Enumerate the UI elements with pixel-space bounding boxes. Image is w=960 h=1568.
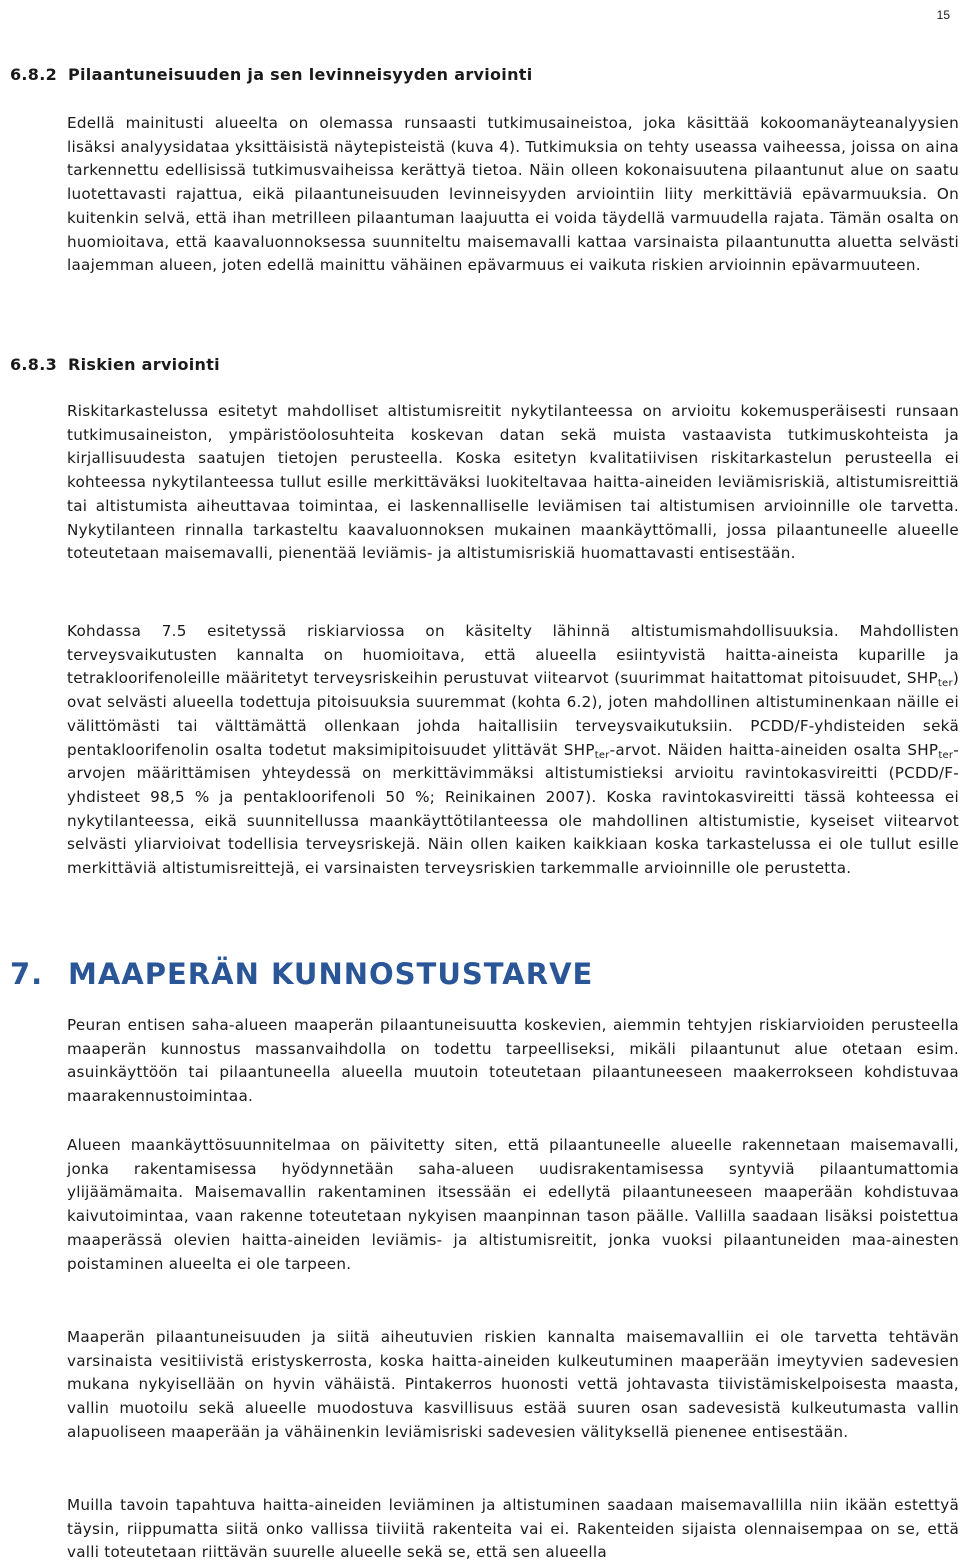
subscript: ter xyxy=(937,678,953,690)
paragraph-text: ) ovat selvästi alueella todettuja pitoisuuksia suuremmat (kohta 6.2), joten mahdollinen altistuminenkaan näille ei välittömästi tai välttämättä ollenkaan johda haitallisiin terveysvaikutuksiin. PCDD/F-yhdisteiden sekä pentakloorifenolin osalta todetut maksimipitoisuudet ylittävät SHP xyxy=(67,669,959,759)
chapter-title: MAAPERÄN KUNNOSTUSTARVE xyxy=(68,957,594,991)
section-heading-6-8-3 xyxy=(10,355,220,374)
chapter-number: 7. xyxy=(10,957,44,991)
section-title: Pilaantuneisuuden ja sen levinneisyyden arviointi xyxy=(68,65,533,84)
paragraph: Muilla tavoin tapahtuva haitta-aineiden leviäminen ja altistuminen saadaan maisemavallilla niin ikään estettyä täysin, riippumatta siitä onko vallissa tiiviitä rakenteita vai ei. Rakenteiden sijaista olennaisempaa on se, että valli toteutetaan riittävän suurelle alueelle sekä se, että sen alueella xyxy=(67,1496,959,1562)
paragraph xyxy=(67,620,959,881)
section-heading-6-8-2 xyxy=(10,65,533,84)
paragraph: Edellä mainitusti alueelta on olemassa runsaasti tutkimusaineistoa, joka käsittää kokoomanäyteanalyysien lisäksi analyysidataa yksittäisistä näytepisteistä (kuva 4). Tutkimuksia on tehty useassa vaiheessa, joissa on aina tarkennettu edellisissä tutkimusvaiheissa kerättyä tietoa. Näin olleen kokonaisuutena pilaantunut alue on saatu luotettavasti rajattua, eikä pilaantuneisuuden levinneisyyden arviointiin liity merkittäviä epävarmuuksia. On kuitenkin selvä, että ihan metrilleen pilaantuman laajuutta ei voida täydellä varmuudella rajata. Tämän osalta on huomioitava, että kaavaluonnoksessa suunniteltu maisemavalli kattaa varsinaista pilaantunutta aluetta selvästi laajemman alueen, joten edellä mainittu vähäinen epävarmuus ei vaikuta riskien arvioinnin epävarmuuteen. xyxy=(67,114,959,275)
paragraph: Peuran entisen saha-alueen maaperän pilaantuneisuutta koskevien, aiemmin tehtyjen riskiarvioiden perusteella maaperän kunnostus massanvaihdolla on todettu tarpeelliseksi, mikäli pilaantunut alue otetaan esim. asuinkäyttöön tai pilaantuneella alueella muutoin toteutetaan pilaantuneeseen maakerrokseen kohdistuvaa maarakennustoimintaa. xyxy=(67,1016,959,1106)
paragraph: Riskitarkastelussa esitetyt mahdolliset altistumisreitit nykytilanteessa on arvioitu kokemusperäisesti runsaan tutkimusaineiston, ympäristöolosuhteita koskevan datan sekä muista vastaavista tutkimuskohteista ja kirjallisuudesta saatujen tietojen perusteella. Koska esitetyn kvalitatiivisen riskitarkastelun perusteella ei kohteessa nykytilanteessa tullut esille merkittäväksi luokiteltavaa haitta-aineiden leviämisriskiä, altistumisreittiä tai altistumista aiheuttavaa toimintaa, ei laskennalliselle leviämisen tai altistumisen arvioinnille ole tarvetta. Nykytilanteen rinnalla tarkasteltu kaavaluonnoksen mukainen maankäyttömalli, jossa pilaantuneelle alueelle toteutetaan maisemavalli, pienentää leviämis- ja altistumisriskiä huomattavasti entisestään. xyxy=(67,402,959,563)
subscript: ter xyxy=(938,749,954,761)
section-number: 6.8.3 xyxy=(10,355,58,374)
subscript: ter xyxy=(594,749,610,761)
section-title: Riskien arviointi xyxy=(68,355,220,374)
page-number: 15 xyxy=(936,8,950,22)
paragraph: Maaperän pilaantuneisuuden ja siitä aiheutuvien riskien kannalta maisemavalliin ei ole tarvetta tehtävän varsinaista vesitiivistä eristyskerrosta, koska haitta-aineiden kulkeutuminen maaperään imeytyvien sadevesien mukana nykyisellään on hyvin vähäistä. Pintakerros huonosti vettä johtavasta tiivistämiskelpoisesta maasta, vallin muotoilu sekä alueelle muodostuva kasvillisuus estää suuren osan sadevesistä kulkeutumasta vallin alapuoliseen maaperään ja vähäinenkin leviämisriski sadevesien välityksellä pienenee entisestään. xyxy=(67,1328,959,1441)
paragraph-text: -arvot. Näiden haitta-aineiden osalta SHP xyxy=(609,740,939,759)
section-number: 6.8.2 xyxy=(10,65,58,84)
paragraph-text: Kohdassa 7.5 esitetyssä riskiarviossa on käsitelty lähinnä altistumismahdollisuuksia. Mahdollisten terveysvaikutusten kannalta on huomioitava, että alueella esiintyvistä haitta-aineista kuparille ja tetrakloorifenoleille määritetyt terveysriskeihin perustuvat viitearvot (suurimmat haitattomat pitoisuudet, SHP xyxy=(67,622,959,688)
chapter-heading-7 xyxy=(10,957,593,991)
paragraph: Alueen maankäyttösuunnitelmaa on päivitetty siten, että pilaantuneelle alueelle rakennetaan maisemavalli, jonka rakentamisessa hyödynnetään saha-alueen uudisrakentamisessa syntyviä pilaantumattomia ylijäämämaita. Maisemavallin rakentaminen itsessään ei edellytä pilaantuneeseen maaperään kohdistuvaa kaivutoimintaa, vaan rakenne toteutetaan nykyisen maanpinnan tason päälle. Vallilla saadaan lisäksi poistettua maaperässä olevien haitta-aineiden leviämis- ja altistumisreitit, jonka vuoksi pilaantuneiden maa-ainesten poistaminen alueelta ei ole tarpeen. xyxy=(67,1136,959,1273)
paragraph-text: -arvojen määrittämisen yhteydessä on merkittävimmäksi altistumistieksi arvioitu ravintokasvireitti (PCDD/F-yhdisteet 98,5 % ja pentakloorifenoli 50 %; Reinikainen 2007). Koska ravintokasvireitti tässä kohteessa ei nykytilanteessa, eikä suunnitellussa maankäyttötilanteessa ole mahdollinen altistumistie, kyseiset viitearvot selvästi yliarvioivat todellisia terveysriskejä. Näin ollen kaiken kaikkiaan koska tarkastelussa ei ole tullut esille merkittäviä altistumisreittejä, ei varsinaisten terveysriskien tarkemmalle arvioinnille ole perustetta. xyxy=(67,740,959,878)
